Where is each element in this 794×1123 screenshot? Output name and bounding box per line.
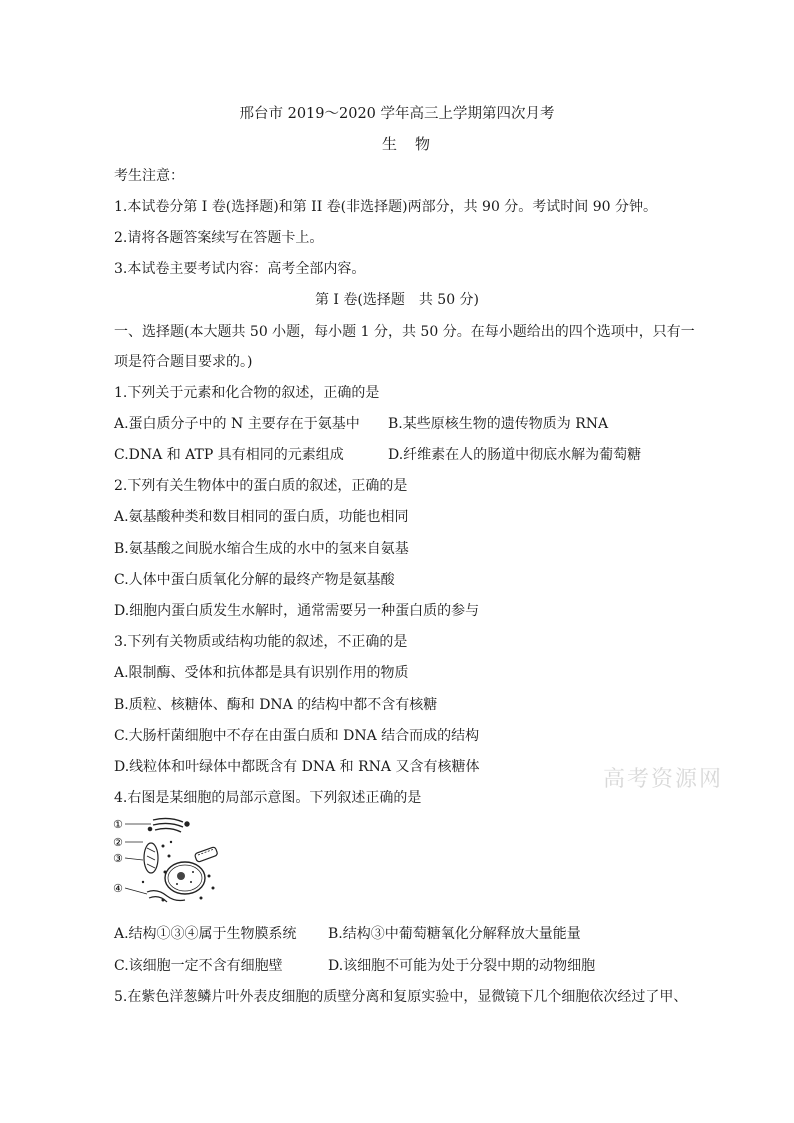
section-title: 第 I 卷(选择题 共 50 分)	[314, 292, 480, 308]
question-2-option-a: A.氨基酸种类和数目相同的蛋白质，功能也相同	[114, 509, 409, 525]
section-instruction-line1: 一、选择题(本大题共 50 小题，每小题 1 分，共 50 分。在每小题给出的四个选项中，只有一	[114, 324, 695, 340]
figure-label-4: ④	[113, 882, 123, 895]
question-1-option-b: B.某些原核生物的遗传物质为 RNA	[388, 416, 609, 432]
question-1-option-c: C.DNA 和 ATP 具有相同的元素组成	[114, 447, 344, 463]
question-4-option-b: B.结构③中葡萄糖氧化分解释放大量能量	[328, 926, 581, 942]
figure-label-2: ②	[113, 836, 123, 849]
cell-diagram	[113, 816, 225, 908]
question-3-option-b: B.质粒、核糖体、酶和 DNA 的结构中都不含有核糖	[114, 697, 438, 713]
question-4-option-c: C.该细胞一定不含有细胞壁	[114, 958, 283, 974]
question-2-option-d: D.细胞内蛋白质发生水解时，通常需要另一种蛋白质的参与	[114, 603, 480, 619]
question-2-stem: 2.下列有关生物体中的蛋白质的叙述，正确的是	[114, 478, 408, 494]
golgi-apparatus	[148, 818, 189, 832]
question-1-option-d: D.纤维素在人的肠道中彻底水解为葡萄糖	[388, 447, 642, 463]
question-3-option-c: C.大肠杆菌细胞中不存在由蛋白质和 DNA 结合而成的结构	[114, 728, 480, 744]
question-1-stem: 1.下列关于元素和化合物的叙述，正确的是	[114, 385, 380, 401]
question-4-stem: 4.右图是某细胞的局部示意图。下列叙述正确的是	[114, 790, 422, 806]
figure-label-1: ①	[113, 818, 123, 831]
subject-title: 生物	[381, 135, 448, 153]
exam-title: 邢台市 2019～2020 学年高三上学期第四次月考	[239, 106, 555, 122]
question-3-option-a: A.限制酶、受体和抗体都是具有识别作用的物质	[114, 665, 409, 681]
question-5-stem: 5.在紫色洋葱鳞片叶外表皮细胞的质壁分离和复原实验中，显微镜下几个细胞依次经过了甲、	[114, 989, 688, 1005]
question-3-stem: 3.下列有关物质或结构功能的叙述，不正确的是	[114, 634, 408, 650]
mitochondrion	[144, 843, 158, 873]
question-2-option-b: B.氨基酸之间脱水缩合生成的水中的氢来自氨基	[114, 541, 409, 557]
figure-label-3: ③	[113, 852, 123, 865]
section-instruction-line2: 项是符合题目要求的。)	[114, 354, 253, 370]
notice-item-1: 1.本试卷分第 I 卷(选择题)和第 II 卷(非选择题)两部分，共 90 分。考试时间 90 分钟。	[114, 199, 658, 215]
question-3-option-d: D.线粒体和叶绿体中都既含有 DNA 和 RNA 又含有核糖体	[114, 759, 480, 775]
notice-item-3: 3.本试卷主要考试内容：高考全部内容。	[114, 261, 366, 277]
nucleus	[165, 862, 205, 894]
notice-item-2: 2.请将各题答案续写在答题卡上。	[114, 230, 324, 246]
question-1-option-a: A.蛋白质分子中的 N 主要存在于氨基中	[114, 416, 360, 432]
question-2-option-c: C.人体中蛋白质氧化分解的最终产物是氨基酸	[114, 572, 395, 588]
question-4-option-d: D.该细胞不可能为处于分裂中期的动物细胞	[328, 958, 596, 974]
notice-heading: 考生注意：	[114, 168, 184, 184]
question-4-option-a: A.结构①③④属于生物膜系统	[114, 926, 297, 942]
centriole	[194, 846, 218, 862]
watermark: 高考资源网	[603, 767, 724, 792]
cell-diagram-figure	[113, 816, 225, 908]
